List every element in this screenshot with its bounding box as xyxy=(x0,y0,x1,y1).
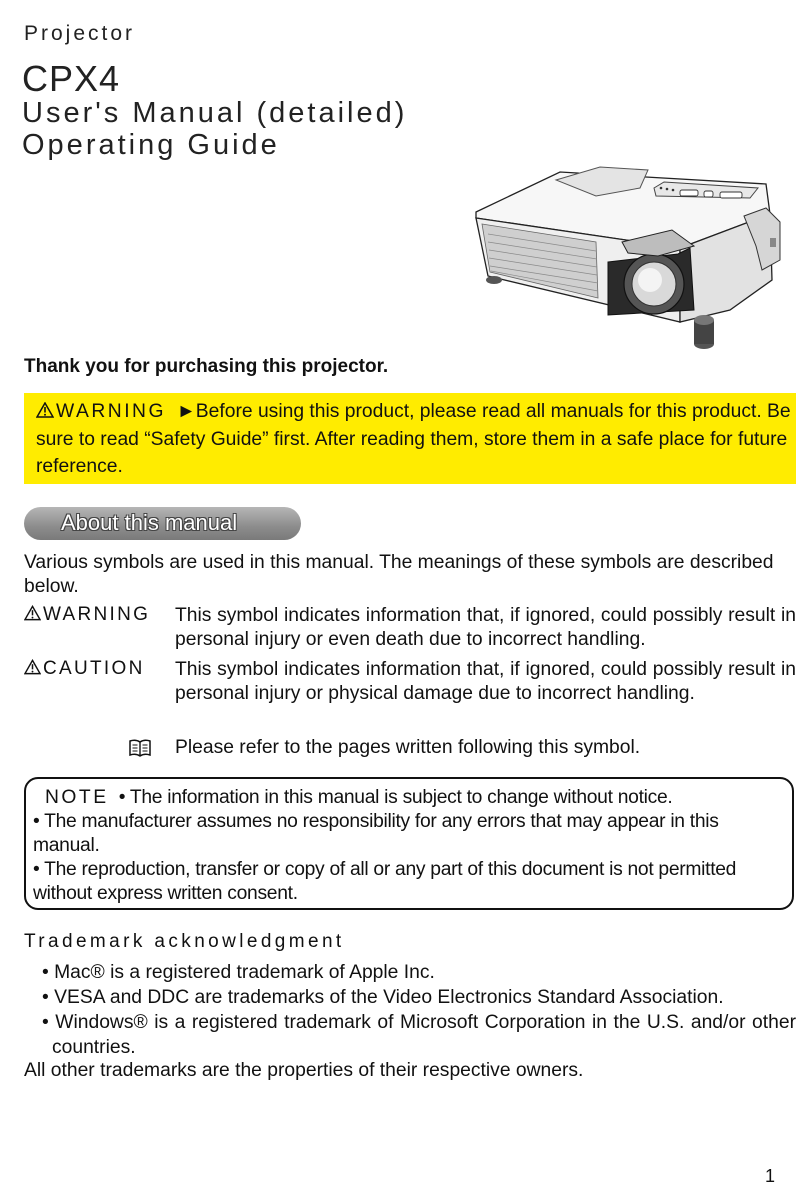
warning-symbol-description: This symbol indicates information that, if ignored, could possibly result in personal injury or even death due to incorrect handling. xyxy=(175,605,796,650)
warning-signal-word: WARNING xyxy=(56,401,166,422)
warning-symbol-label xyxy=(24,604,150,626)
projector-illustration xyxy=(458,150,788,355)
model-name: CPX4 xyxy=(22,58,121,99)
reference-text: Please refer to the pages written following this symbol. xyxy=(175,737,641,758)
warning-triangle-icon xyxy=(36,402,54,418)
page-number: 1 xyxy=(765,1166,776,1186)
trademark-item: • VESA and DDC are trademarks of the Video Electronics Standard Association. xyxy=(42,987,724,1008)
section-heading-pill xyxy=(24,507,301,540)
trademark-footer: All other trademarks are the properties of their respective owners. xyxy=(24,1060,584,1081)
note-item: • The information in this manual is subject to change without notice. xyxy=(118,787,673,808)
note-item: • The manufacturer assumes no responsibility for any errors that may appear in this manual. xyxy=(33,811,719,856)
trademark-list xyxy=(38,960,796,1060)
note-box xyxy=(24,777,794,910)
caution-symbol-description: This symbol indicates information that, if ignored, could possibly result in personal injury or physical damage due to incorrect handling. xyxy=(175,659,796,704)
intro-paragraph: Various symbols are used in this manual. The meanings of these symbols are described below. xyxy=(24,552,774,597)
trademark-item: • Windows® is a registered trademark of Microsoft Corporation in the U.S. and/or other countries. xyxy=(42,1012,796,1058)
caution-triangle-icon xyxy=(24,659,41,675)
arrow-icon: ► xyxy=(176,401,196,422)
thank-you-line: Thank you for purchasing this projector. xyxy=(24,356,389,377)
caution-label-text: CAUTION xyxy=(43,658,145,679)
note-item: • The reproduction, transfer or copy of all or any part of this document is not permitted without express written consent. xyxy=(33,859,737,904)
manual-subtitle: Operating Guide xyxy=(22,129,280,161)
warning-label-text: WARNING xyxy=(43,604,151,625)
manual-title: User's Manual (detailed) xyxy=(22,97,408,129)
warning-text: Before using this product, please read all manuals for this product. Be sure to read “Safety Guide” first. After reading them, store them in a safe place for future reference. xyxy=(36,401,791,477)
open-book-icon xyxy=(129,738,151,757)
note-label: NOTE xyxy=(45,787,109,808)
caution-symbol-label xyxy=(24,658,145,680)
trademark-heading: Trademark acknowledgment xyxy=(24,931,345,952)
section-heading: About this manual xyxy=(61,510,238,535)
warning-triangle-icon xyxy=(24,605,41,621)
warning-box xyxy=(24,393,796,484)
product-type: Projector xyxy=(24,22,136,45)
trademark-item: • Mac® is a registered trademark of Apple Inc. xyxy=(42,962,435,983)
